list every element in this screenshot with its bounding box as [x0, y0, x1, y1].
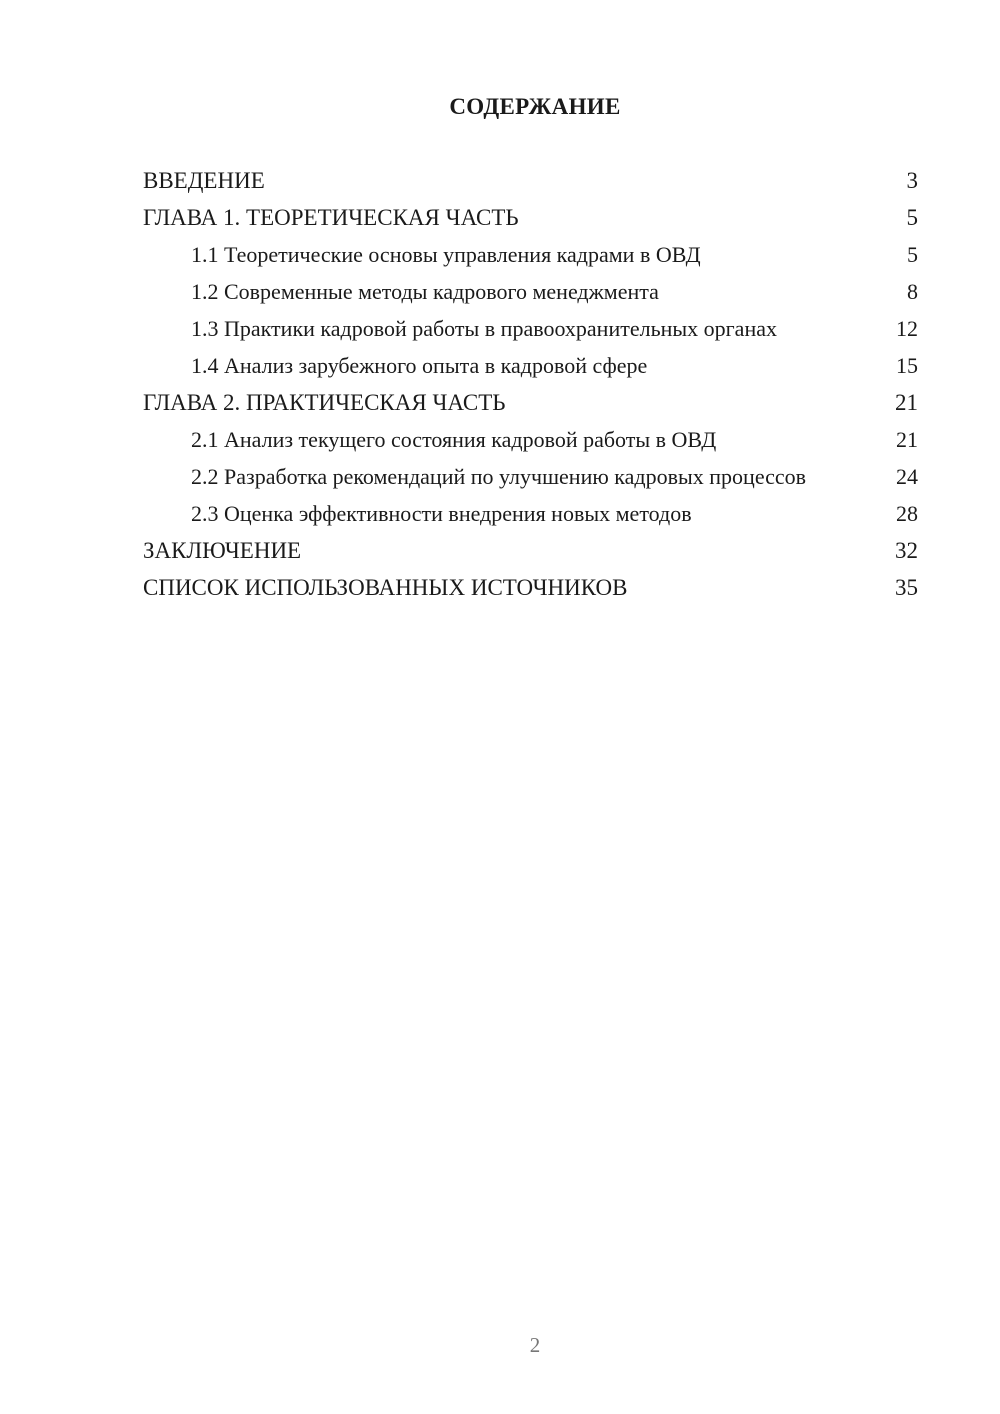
toc-entry-label: 2.2 Разработка рекомендаций по улучшению кадровых процессов: [191, 464, 807, 489]
toc-entry-label: 1.1 Теоретические основы управления кадрами в ОВД: [191, 242, 701, 267]
toc-entry-label: СПИСОК ИСПОЛЬЗОВАННЫХ ИСТОЧНИКОВ: [143, 575, 628, 600]
toc-entry-chapter-1[interactable]: [143, 205, 918, 231]
toc-entry-section-2-3[interactable]: [143, 501, 918, 527]
toc-entry-section-1-2[interactable]: [143, 279, 918, 305]
toc-entry-page: 8: [907, 279, 918, 304]
page-title: СОДЕРЖАНИЕ: [449, 94, 621, 119]
toc-entry-section-2-2[interactable]: [143, 464, 918, 490]
toc-entry-page: 35: [895, 575, 918, 600]
toc-entry-page: 21: [895, 390, 918, 415]
toc-entry-introduction[interactable]: [143, 168, 918, 194]
toc-entry-section-1-1[interactable]: [143, 242, 918, 268]
table-of-contents: [143, 168, 918, 612]
toc-entry-label: ВВЕДЕНИЕ: [143, 168, 265, 193]
toc-entry-chapter-2[interactable]: [143, 390, 918, 416]
page-number: 2: [529, 1333, 541, 1357]
toc-entry-section-1-3[interactable]: [143, 316, 918, 342]
toc-entry-page: 32: [895, 538, 918, 563]
toc-entry-label: ГЛАВА 2. ПРАКТИЧЕСКАЯ ЧАСТЬ: [143, 390, 506, 415]
toc-entry-page: 21: [896, 427, 918, 452]
toc-entry-conclusion[interactable]: [143, 538, 918, 564]
toc-entry-page: 5: [906, 205, 918, 230]
toc-entry-page: 5: [907, 242, 918, 267]
toc-entry-label: 2.3 Оценка эффективности внедрения новых методов: [191, 501, 692, 526]
toc-entry-page: 28: [896, 501, 918, 526]
toc-entry-section-2-1[interactable]: [143, 427, 918, 453]
toc-entry-label: 2.1 Анализ текущего состояния кадровой работы в ОВД: [191, 427, 717, 452]
toc-entry-section-1-4[interactable]: [143, 353, 918, 379]
toc-entry-page: 3: [906, 168, 918, 193]
toc-entry-page: 12: [896, 316, 918, 341]
toc-entry-references[interactable]: [143, 575, 918, 601]
toc-entry-label: 1.2 Современные методы кадрового менеджмента: [191, 279, 659, 304]
toc-entry-page: 15: [896, 353, 918, 378]
toc-entry-label: 1.3 Практики кадровой работы в правоохранительных органах: [191, 316, 777, 341]
toc-entry-page: 24: [896, 464, 918, 489]
toc-entry-label: ЗАКЛЮЧЕНИЕ: [143, 538, 302, 563]
toc-entry-label: ГЛАВА 1. ТЕОРЕТИЧЕСКАЯ ЧАСТЬ: [143, 205, 519, 230]
toc-entry-label: 1.4 Анализ зарубежного опыта в кадровой сфере: [191, 353, 648, 378]
